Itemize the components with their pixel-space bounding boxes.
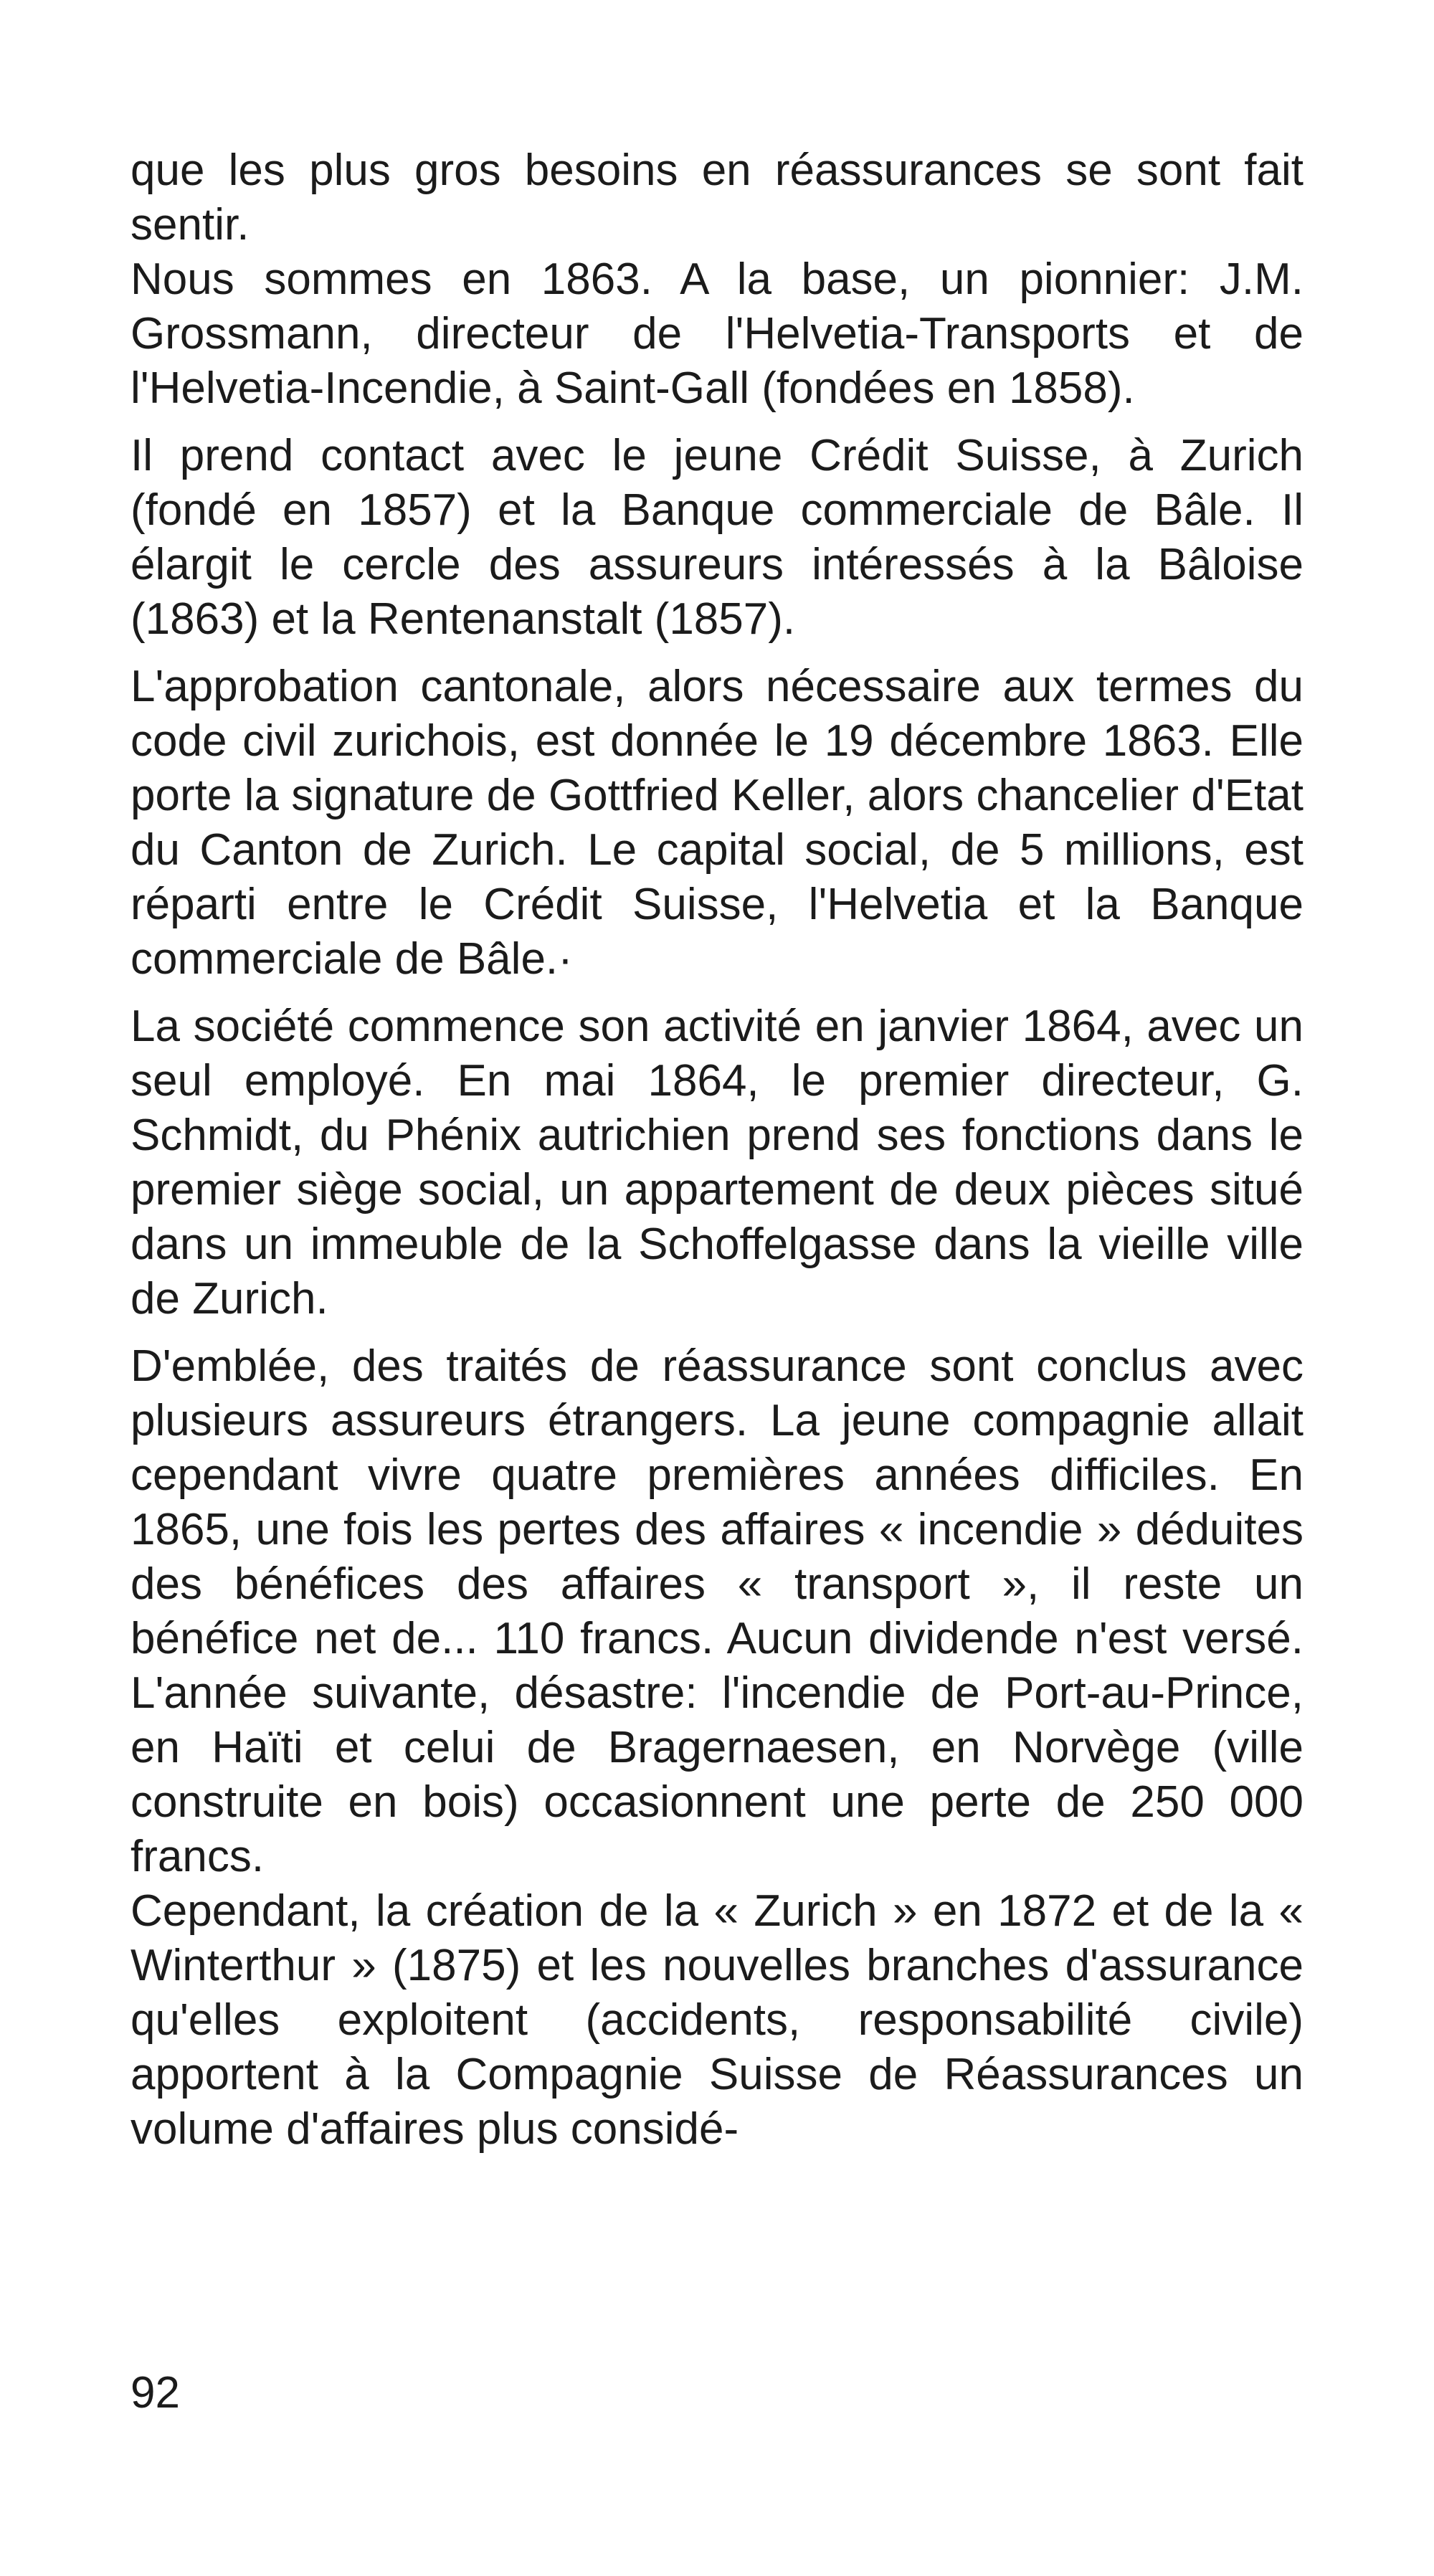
paragraph-4: L'approbation cantonale, alors nécessaire aux termes du code civil zurichois, est donnée le 19 décembre 1863. Elle porte la signature de Gottfried Keller, alors chancelier d'Etat du Canton de Zurich. Le capital social, de 5 millions, est réparti entre le Crédit Suisse, l'Helvetia et la Banque commerciale de Bâle.· [130, 662, 1304, 984]
paragraph-6: D'emblée, des traités de réassurance sont conclus avec plusieurs assureurs étrangers. La jeune compagnie allait cependant vivre quatre premières années difficiles. En 1865, une fois les pertes des affaires « incendie » déduites des bénéfices des affaires « transport », il reste un bénéfice net de... 110 francs. Aucun dividende n'est versé. L'année suivante, désastre: l'incendie de Port-au-Prince, en Haïti et celui de Bragernaesen, en Norvège (ville construite en bois) occasionnent une perte de 250 000 francs. [130, 1341, 1304, 1881]
paragraph-1: que les plus gros besoins en réassurances se sont fait sentir. [130, 146, 1304, 249]
paragraph-3: Il prend contact avec le jeune Crédit Suisse, à Zurich (fondé en 1857) et la Banque commerciale de Bâle. Il élargit le cercle des assureurs intéressés à la Bâloise (1863) et la Rentenanstalt (1857). [130, 431, 1304, 644]
paragraph-7: Cependant, la création de la « Zurich » en 1872 et de la « Winterthur » (1875) et les nouvelles branches d'assurance qu'elles exploitent (accidents, responsabilité civile) apportent à la Compagnie Suisse de Réassurances un volume d'affaires plus considé- [130, 1886, 1304, 2154]
paragraph-5: La société commence son activité en janvier 1864, avec un seul employé. En mai 1864, le premier directeur, G. Schmidt, du Phénix autrichien prend ses fonctions dans le premier siège social, un appartement de deux pièces situé dans un immeuble de la Schoffelgasse dans la vieille ville de Zurich. [130, 1002, 1304, 1323]
page-body [130, 143, 1304, 2169]
page-number: 92 [130, 2368, 180, 2418]
paragraph-2: Nous sommes en 1863. A la base, un pionnier: J.M. Grossmann, directeur de l'Helvetia-Transports et de l'Helvetia-Incendie, à Saint-Gall (fondées en 1858). [130, 255, 1304, 413]
